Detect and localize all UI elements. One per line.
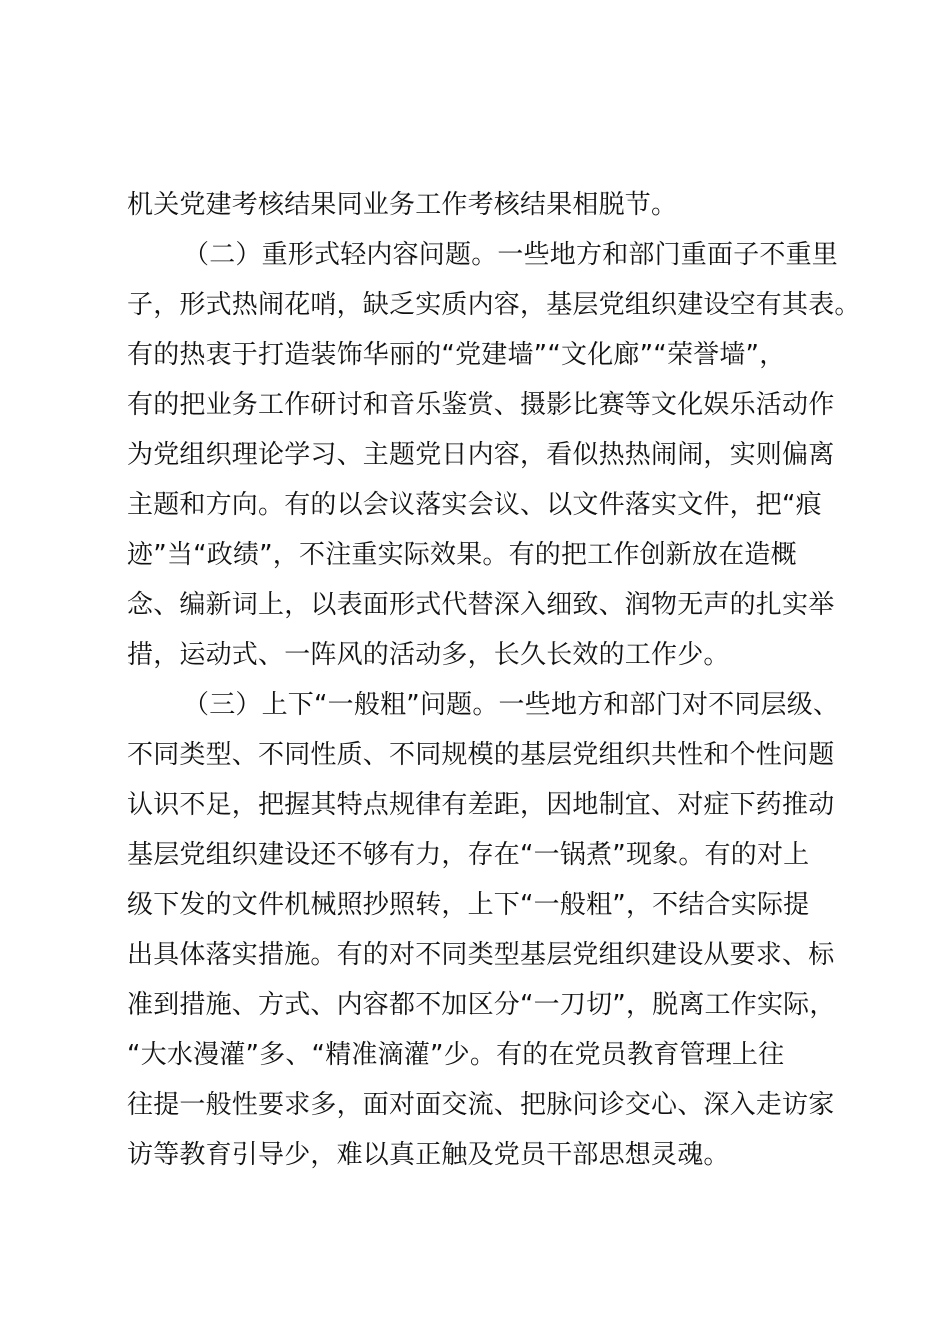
text-line: 念、编新词上，以表面形式代替深入细致、润物无声的扎实举 (127, 590, 835, 620)
text-line: 有的把业务工作研讨和音乐鉴赏、摄影比赛等文化娱乐活动作 (127, 390, 835, 420)
text-line: 有的热衷于打造装饰华丽的“党建墙”“文化廊”“荣誉墙”， (127, 340, 786, 370)
text-line: “大水漫灌”多、“精准滴灌”少。有的在党员教育管理上往 (127, 1040, 785, 1070)
text-line: 迹”当“政绩”，不注重实际效果。有的把工作创新放在造概 (127, 540, 797, 570)
text-line: 认识不足，把握其特点规律有差距，因地制宜、对症下药推动 (127, 790, 835, 820)
text-line: 不同类型、不同性质、不同规模的基层党组织共性和个性问题 (127, 740, 835, 770)
section-heading-line: （三）上下“一般粗”问题。一些地方和部门对不同层级、 (183, 690, 840, 720)
text-line: 出具体落实措施。有的对不同类型基层党组织建设从要求、标 (127, 940, 835, 970)
text-line: 为党组织理论学习、主题党日内容，看似热热闹闹，实则偏离 (127, 440, 835, 470)
section-heading-line: （二）重形式轻内容问题。一些地方和部门重面子不重里 (183, 240, 839, 270)
text-line: 访等教育引导少，难以真正触及党员干部思想灵魂。 (127, 1140, 730, 1170)
text-line: 主题和方向。有的以会议落实会议、以文件落实文件，把“痕 (127, 490, 822, 520)
text-line: 子，形式热闹花哨，缺乏实质内容，基层党组织建设空有其表。 (127, 290, 861, 320)
text-line: 措，运动式、一阵风的活动多，长久长效的工作少。 (127, 640, 730, 670)
text-line: 基层党组织建设还不够有力，存在“一锅煮”现象。有的对上 (127, 840, 810, 870)
text-line: 准到措施、方式、内容都不加区分“一刀切”，脱离工作实际， (127, 990, 836, 1020)
text-line: 级下发的文件机械照抄照转，上下“一般粗”，不结合实际提 (127, 890, 810, 920)
text-line: 机关党建考核结果同业务工作考核结果相脱节。 (127, 190, 678, 220)
text-line: 往提一般性要求多，面对面交流、把脉问诊交心、深入走访家 (127, 1090, 835, 1120)
